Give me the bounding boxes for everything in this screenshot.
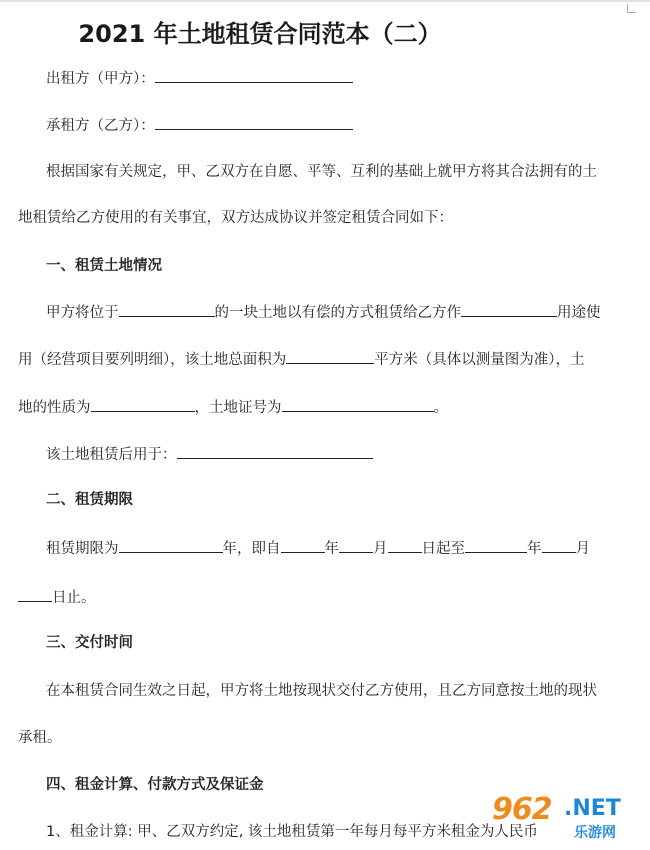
text-segment: 地的性质为 bbox=[18, 400, 91, 416]
section-4-heading: 四、租金计算、付款方式及保证金 bbox=[46, 777, 264, 793]
lessee-blank bbox=[155, 115, 353, 130]
section-2-heading: 二、租赁期限 bbox=[46, 492, 133, 508]
section-2-line-1 bbox=[46, 538, 650, 559]
text-segment: 租赁期限为 bbox=[46, 541, 119, 557]
lessee-line bbox=[46, 115, 650, 136]
intro-line-1: 根据国家有关规定，甲、乙双方在自愿、平等、互利的基础上就甲方将其合法拥有的土 bbox=[46, 164, 597, 180]
section-3-line-2: 承租。 bbox=[18, 730, 62, 746]
text-segment: 月 bbox=[575, 541, 590, 557]
term-years-blank bbox=[119, 538, 223, 553]
lessor-line bbox=[46, 68, 650, 89]
watermark-number: 962 bbox=[492, 792, 552, 827]
section-3-line-1: 在本租赁合同生效之日起，甲方将土地按现状交付乙方使用，且乙方同意按土地的现状 bbox=[46, 683, 597, 699]
watermark-subtitle: 乐游网 bbox=[572, 822, 618, 842]
section-1-line-1 bbox=[46, 302, 650, 323]
section-4-line-1: 1、租金计算: 甲、乙双方约定, 该土地租赁第一年每月每平方米租金为人民币 bbox=[46, 824, 538, 840]
area-blank bbox=[286, 349, 374, 364]
text-segment: 年 bbox=[527, 541, 542, 557]
lessee-label: 承租方（乙方）： bbox=[46, 118, 155, 134]
lessor-label: 出租方（甲方）： bbox=[46, 71, 155, 87]
document-title: 2021 年土地租赁合同范本（二） bbox=[78, 20, 442, 48]
text-segment: 日起至 bbox=[421, 541, 465, 557]
intro-line-2: 地租赁给乙方使用的有关事宜，双方达成协议并签定租赁合同如下： bbox=[18, 210, 453, 226]
lessor-blank bbox=[155, 68, 353, 83]
top-border bbox=[0, 0, 650, 2]
text-segment: ，土地证号为 bbox=[194, 400, 282, 416]
end-day-blank bbox=[18, 587, 52, 602]
watermark-suffix: .NET bbox=[564, 796, 621, 821]
section-1-line-3 bbox=[18, 397, 638, 418]
text-segment: 平方米（具体以测量图为准），土 bbox=[374, 352, 585, 368]
text-segment: 的一块土地以有偿的方式租赁给乙方作 bbox=[214, 305, 461, 321]
text-segment: 日止。 bbox=[52, 590, 96, 606]
land-nature-blank bbox=[91, 397, 195, 412]
start-year-blank bbox=[281, 538, 325, 553]
land-use-label: 该土地租赁后用于： bbox=[46, 447, 177, 463]
text-segment: 。 bbox=[433, 400, 448, 416]
section-3-heading: 三、交付时间 bbox=[46, 635, 133, 651]
text-segment: 年，即自 bbox=[222, 541, 281, 557]
page-corner-mark bbox=[627, 4, 636, 13]
text-segment: 用（经营项目要列明细），该土地总面积为 bbox=[18, 352, 287, 368]
start-day-blank bbox=[388, 538, 422, 553]
land-use-line bbox=[46, 444, 650, 465]
section-1-heading: 一、租赁土地情况 bbox=[46, 258, 162, 274]
text-segment: 年 bbox=[324, 541, 339, 557]
end-year-blank bbox=[465, 538, 527, 553]
text-segment: 月 bbox=[373, 541, 388, 557]
site-watermark-logo bbox=[492, 792, 642, 844]
text-segment: 甲方将位于 bbox=[46, 305, 119, 321]
section-1-line-2 bbox=[18, 349, 638, 370]
section-2-line-2 bbox=[18, 587, 638, 608]
location-blank bbox=[119, 302, 215, 317]
end-month-blank bbox=[542, 538, 576, 553]
purpose-blank bbox=[461, 302, 557, 317]
start-month-blank bbox=[339, 538, 373, 553]
text-segment: 用途使 bbox=[557, 305, 601, 321]
land-use-blank bbox=[177, 444, 373, 459]
certificate-number-blank bbox=[282, 397, 434, 412]
